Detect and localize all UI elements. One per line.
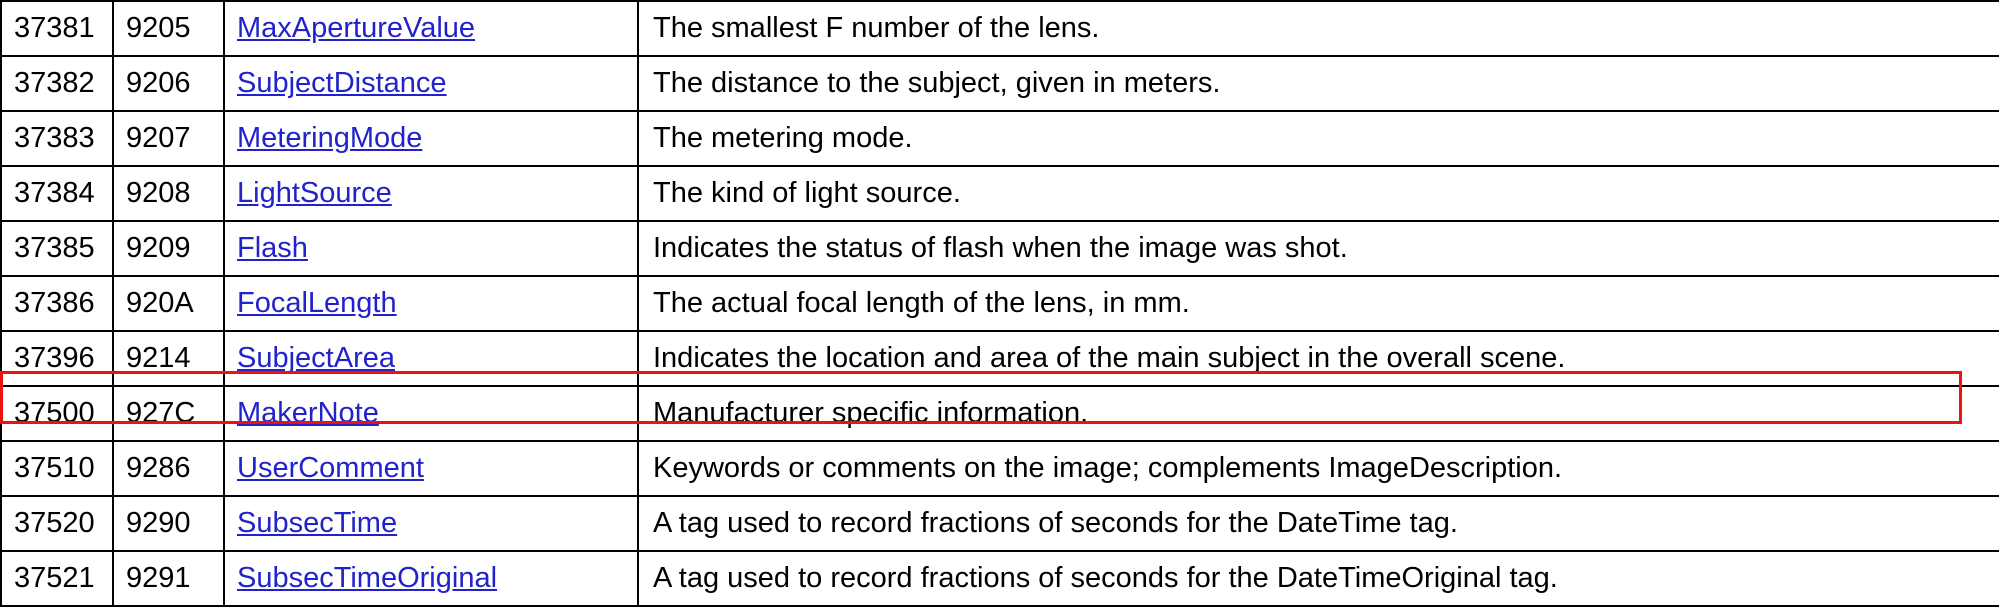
cell-decimal: 37384 <box>1 166 113 221</box>
cell-hex: 9290 <box>113 496 224 551</box>
cell-description: Manufacturer specific information. <box>638 386 1999 441</box>
table-row <box>1 1 1999 56</box>
cell-description: A tag used to record fractions of seconds for the DateTimeOriginal tag. <box>638 551 1999 606</box>
cell-description: The smallest F number of the lens. <box>638 1 1999 56</box>
tag-link[interactable]: FocalLength <box>237 287 397 320</box>
table-row <box>1 331 1999 386</box>
table-row <box>1 56 1999 111</box>
table-row <box>1 111 1999 166</box>
table-row <box>1 496 1999 551</box>
cell-description: The actual focal length of the lens, in mm. <box>638 276 1999 331</box>
cell-decimal: 37381 <box>1 1 113 56</box>
tag-link[interactable]: Flash <box>237 232 308 265</box>
cell-decimal: 37520 <box>1 496 113 551</box>
cell-tag-name <box>224 331 638 386</box>
cell-description: A tag used to record fractions of seconds for the DateTime tag. <box>638 496 1999 551</box>
cell-hex: 927C <box>113 386 224 441</box>
cell-hex: 9291 <box>113 551 224 606</box>
cell-description: The metering mode. <box>638 111 1999 166</box>
cell-tag-name <box>224 276 638 331</box>
cell-decimal: 37500 <box>1 386 113 441</box>
table-row <box>1 166 1999 221</box>
cell-tag-name <box>224 441 638 496</box>
table-row <box>1 276 1999 331</box>
tag-link[interactable]: MakerNote <box>237 397 379 430</box>
tag-link[interactable]: LightSource <box>237 177 392 210</box>
cell-description: The kind of light source. <box>638 166 1999 221</box>
table-row <box>1 221 1999 276</box>
cell-description: Indicates the location and area of the main subject in the overall scene. <box>638 331 1999 386</box>
cell-tag-name <box>224 496 638 551</box>
cell-decimal: 37386 <box>1 276 113 331</box>
cell-hex: 9208 <box>113 166 224 221</box>
cell-tag-name <box>224 551 638 606</box>
tag-link[interactable]: MaxApertureValue <box>237 12 476 45</box>
tag-link[interactable]: SubsecTimeOriginal <box>237 562 498 595</box>
cell-tag-name <box>224 1 638 56</box>
cell-hex: 920A <box>113 276 224 331</box>
tag-link[interactable]: SubsecTime <box>237 507 398 540</box>
tag-link[interactable]: MeteringMode <box>237 122 423 155</box>
cell-tag-name <box>224 166 638 221</box>
cell-tag-name <box>224 111 638 166</box>
cell-decimal: 37382 <box>1 56 113 111</box>
cell-tag-name <box>224 221 638 276</box>
cell-description: Keywords or comments on the image; complements ImageDescription. <box>638 441 1999 496</box>
cell-decimal: 37383 <box>1 111 113 166</box>
tag-link[interactable]: UserComment <box>237 452 424 485</box>
cell-tag-name <box>224 386 638 441</box>
cell-hex: 9286 <box>113 441 224 496</box>
cell-description: Indicates the status of flash when the image was shot. <box>638 221 1999 276</box>
cell-decimal: 37396 <box>1 331 113 386</box>
tag-link[interactable]: SubjectArea <box>237 342 395 375</box>
table-row <box>1 551 1999 606</box>
cell-decimal: 37521 <box>1 551 113 606</box>
cell-description: The distance to the subject, given in meters. <box>638 56 1999 111</box>
cell-hex: 9209 <box>113 221 224 276</box>
cell-hex: 9206 <box>113 56 224 111</box>
cell-tag-name <box>224 56 638 111</box>
cell-hex: 9205 <box>113 1 224 56</box>
table-row-highlighted <box>1 386 1999 441</box>
cell-decimal: 37385 <box>1 221 113 276</box>
cell-decimal: 37510 <box>1 441 113 496</box>
table-body <box>1 1 1999 606</box>
table-row <box>1 441 1999 496</box>
tag-link[interactable]: SubjectDistance <box>237 67 447 100</box>
cell-hex: 9207 <box>113 111 224 166</box>
cell-hex: 9214 <box>113 331 224 386</box>
